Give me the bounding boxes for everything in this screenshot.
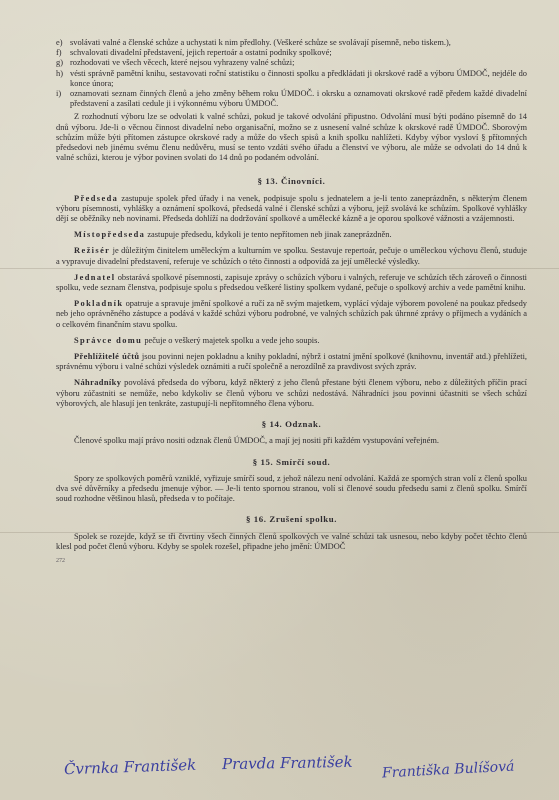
officer-role: Náhradníky bbox=[74, 378, 122, 388]
list-item-letter: i) bbox=[56, 89, 62, 99]
officer-paragraph-director bbox=[56, 246, 527, 266]
officer-text: jsou povinni nejen pokladnu a knihy pokladní, nýbrž i ostatní jmění spolkové (knihovnu, inventář atd.) přehlížeti, správnému výboru i valné schůzi výsledek oznámiti a ručí společně a nerozdílně za pravdivost svých zpráv. bbox=[56, 352, 528, 372]
officer-role: Předseda bbox=[74, 193, 119, 203]
list-item-text: schvalovati divadelní představení, jejich repertoár a ostatní podniky spolkové; bbox=[70, 48, 332, 58]
officer-text: je důležitým činitelem uměleckým a kulturním ve spolku. Sestavuje repertoár, pečuje o uměleckou výchovu členů, studuje a vypravuje divadelní představení, referuje ve schůzích o této činnosti a odpovídá za její umělecké výsledky. bbox=[56, 246, 527, 266]
officer-paragraph-auditors bbox=[56, 352, 527, 372]
signature: Františka Bulíšová bbox=[381, 758, 515, 782]
section-heading-14: § 14. Odznak. bbox=[261, 419, 322, 430]
list-item-text: rozhodovati ve všech věcech, které nejsou vyhrazeny valné schůzi; bbox=[70, 58, 295, 68]
officer-paragraph-substitutes bbox=[56, 378, 527, 409]
officer-text: obstarává spolkové písemnosti, zapisuje zprávy o schůzích výboru i valných, referuje ve schůzích těch zároveň o činnosti spolku, vede seznam členstva, podpisuje spolu s předsedou veškeré listiny spolkem vydané, pečuje o spolkový archiv a vede pamětní knihu. bbox=[56, 272, 527, 293]
officer-text: opatruje a spravuje jmění spolkové a ručí za ně svým majetkem, vyplácí výdaje výborem povolené na poukaz předsedy neb jeho oprávněného zástupce a podává v každé schůzi výboru podrobné, ve valných schůzích pak úhrnné zprávy o příjmech a vydáních a o celkovém finančním stavu spolku. bbox=[56, 299, 527, 329]
section-heading-13: § 13. Činovníci. bbox=[257, 176, 326, 187]
arbitration-paragraph: Spory ze spolkových poměrů vzniklé, vyřizuje smírčí soud, z jehož nálezu není odvolání. Každá ze sporných stran volí z členů spolku dva své důvěrníky a předsedu jmenuje výbor. — Je-li tento spornou stranou, volí si členové soudu předsedu sami z členů spolku. Smírčí soud rozhodne většinou hlasů, předseda v to počítaje. bbox=[56, 473, 527, 504]
officer-role: Jednatel bbox=[74, 272, 116, 282]
officer-paragraph-house-manager bbox=[56, 336, 527, 346]
officer-text: povolává předseda do výboru, když některý z jeho členů přestane býti členem výboru, nebo z důležitých příčin prací výboru zúčastniti se nemůže, nebo kdykoliv se členů výboru ve schůzi nedostává. Náhradníci jsou povinni účastniti se všech schůzí výborových, ale hlasují jen tenkráte, zastupují-li nepřítomného člena výboru. bbox=[56, 378, 527, 408]
badge-paragraph: Členové spolku mají právo nositi odznak členů ÚMDOČ, a mají jej nositi při každém vystupování veřejném. bbox=[74, 436, 439, 446]
section-heading-15: § 15. Smírčí soud. bbox=[252, 456, 331, 467]
officer-paragraph-secretary bbox=[56, 273, 527, 293]
list-item-text: svolávati valné a členské schůze a uchystati k nim předlohy. (Veškeré schůze se svolávají písemně, nebo tiskem.), bbox=[70, 38, 451, 47]
list-item bbox=[56, 58, 527, 68]
appeal-paragraph: Z rozhodnutí výboru lze se odvolati k valné schůzi, pokud je takové odvolání připustno. Odvolání musí býti podáno písemně do 14 dnů výboru. Jde-li o věcnou činnost divadelní nebo organisační, možno se z usnesení valné schůze k okrskové radě ÚMDOČ. Sborovým schůzím může býti přítomen zástupce okrskové rady a může do všech spisů a knih spolku nahlížeti. Kdyby výbor vysloví § přítomných předsedovi neb jinému svému členu nedůvěru, musí se tento vzdáti svého úřadu a členství ve výboru, ale může se odvolati do 14 dnů k valné schůzi, kterou je výbor povinen svolati do 14 dnů po podaném odvolání. bbox=[56, 112, 527, 163]
officer-text: zastupuje předsedu, kdykoli je tento nepřítomen neb jinak zaneprázdněn. bbox=[145, 230, 392, 240]
list-item-text: oznamovati seznam činných členů a jeho změny během roku ÚMDOČ. i okrsku a oznamovati okrskové radě předem každé divadelní představení a zasílati cedule ji i výkonnému výboru ÚMDOČ. bbox=[70, 89, 527, 109]
list-item-text: vésti správně pamětní knihu, sestavovati roční statistiku o činnosti spolku a předkládati ji okrskové radě a výboru ÚMDOČ, nejdéle do konce února; bbox=[70, 68, 527, 88]
officer-paragraph-vice-chairman bbox=[56, 230, 527, 240]
signature-area bbox=[52, 744, 539, 790]
list-item bbox=[56, 38, 527, 48]
signature: Čvrnka František bbox=[63, 755, 197, 779]
officer-role: Přehlížitelé účtů bbox=[74, 352, 140, 362]
duties-list bbox=[56, 38, 527, 109]
paper-fold-line bbox=[0, 268, 559, 269]
list-item-letter: e) bbox=[56, 38, 63, 47]
list-item-letter: h) bbox=[56, 68, 63, 78]
signature: Pravda František bbox=[221, 752, 353, 774]
officer-role: Správce domu bbox=[74, 335, 143, 345]
officer-role: Režisér bbox=[74, 246, 111, 256]
officer-role: Pokladník bbox=[74, 299, 124, 309]
section-heading-16: § 16. Zrušení spolku. bbox=[245, 514, 338, 525]
officer-paragraph-chairman bbox=[56, 194, 527, 225]
list-item-letter: f) bbox=[56, 48, 62, 58]
officer-text: pečuje o veškerý majetek spolku a vede jeho soupis. bbox=[142, 335, 320, 345]
list-item bbox=[56, 48, 527, 58]
officer-text: zastupuje spolek před úřady i na venek, podpisuje spolu s jednatelem a je-li tento zaneprázdněn, s některým členem výboru písemnosti, vyhlášky a oznámení spolková, předsedá valné i členské schůzi a výboru, jejž svolává ke schůzím. Spolkové vyhlášky dějí se oběžníky neb novinami. Předseda dohlíží na dodržování spolkové a umělecké kázně a je oporou spolkové vážnosti a vzájemnosti. bbox=[56, 193, 527, 224]
paper-fold-line bbox=[0, 532, 559, 533]
list-item bbox=[56, 89, 527, 109]
list-item bbox=[56, 69, 527, 89]
page-code: 272 bbox=[56, 557, 65, 564]
officer-role: Místopředseda bbox=[74, 230, 146, 240]
list-item-letter: g) bbox=[56, 58, 63, 68]
officer-paragraph-treasurer bbox=[56, 299, 527, 330]
dissolution-paragraph: Spolek se rozejde, když se tři čtvrtiny všech činných členů spolkových ve valné schůzi tak usnesou, nebo kdyby počet těchto členů klesl pod počet členů výboru. Kdyby se spolek rozešel, připadne jeho jmění: ÚMDOČ bbox=[56, 531, 527, 551]
